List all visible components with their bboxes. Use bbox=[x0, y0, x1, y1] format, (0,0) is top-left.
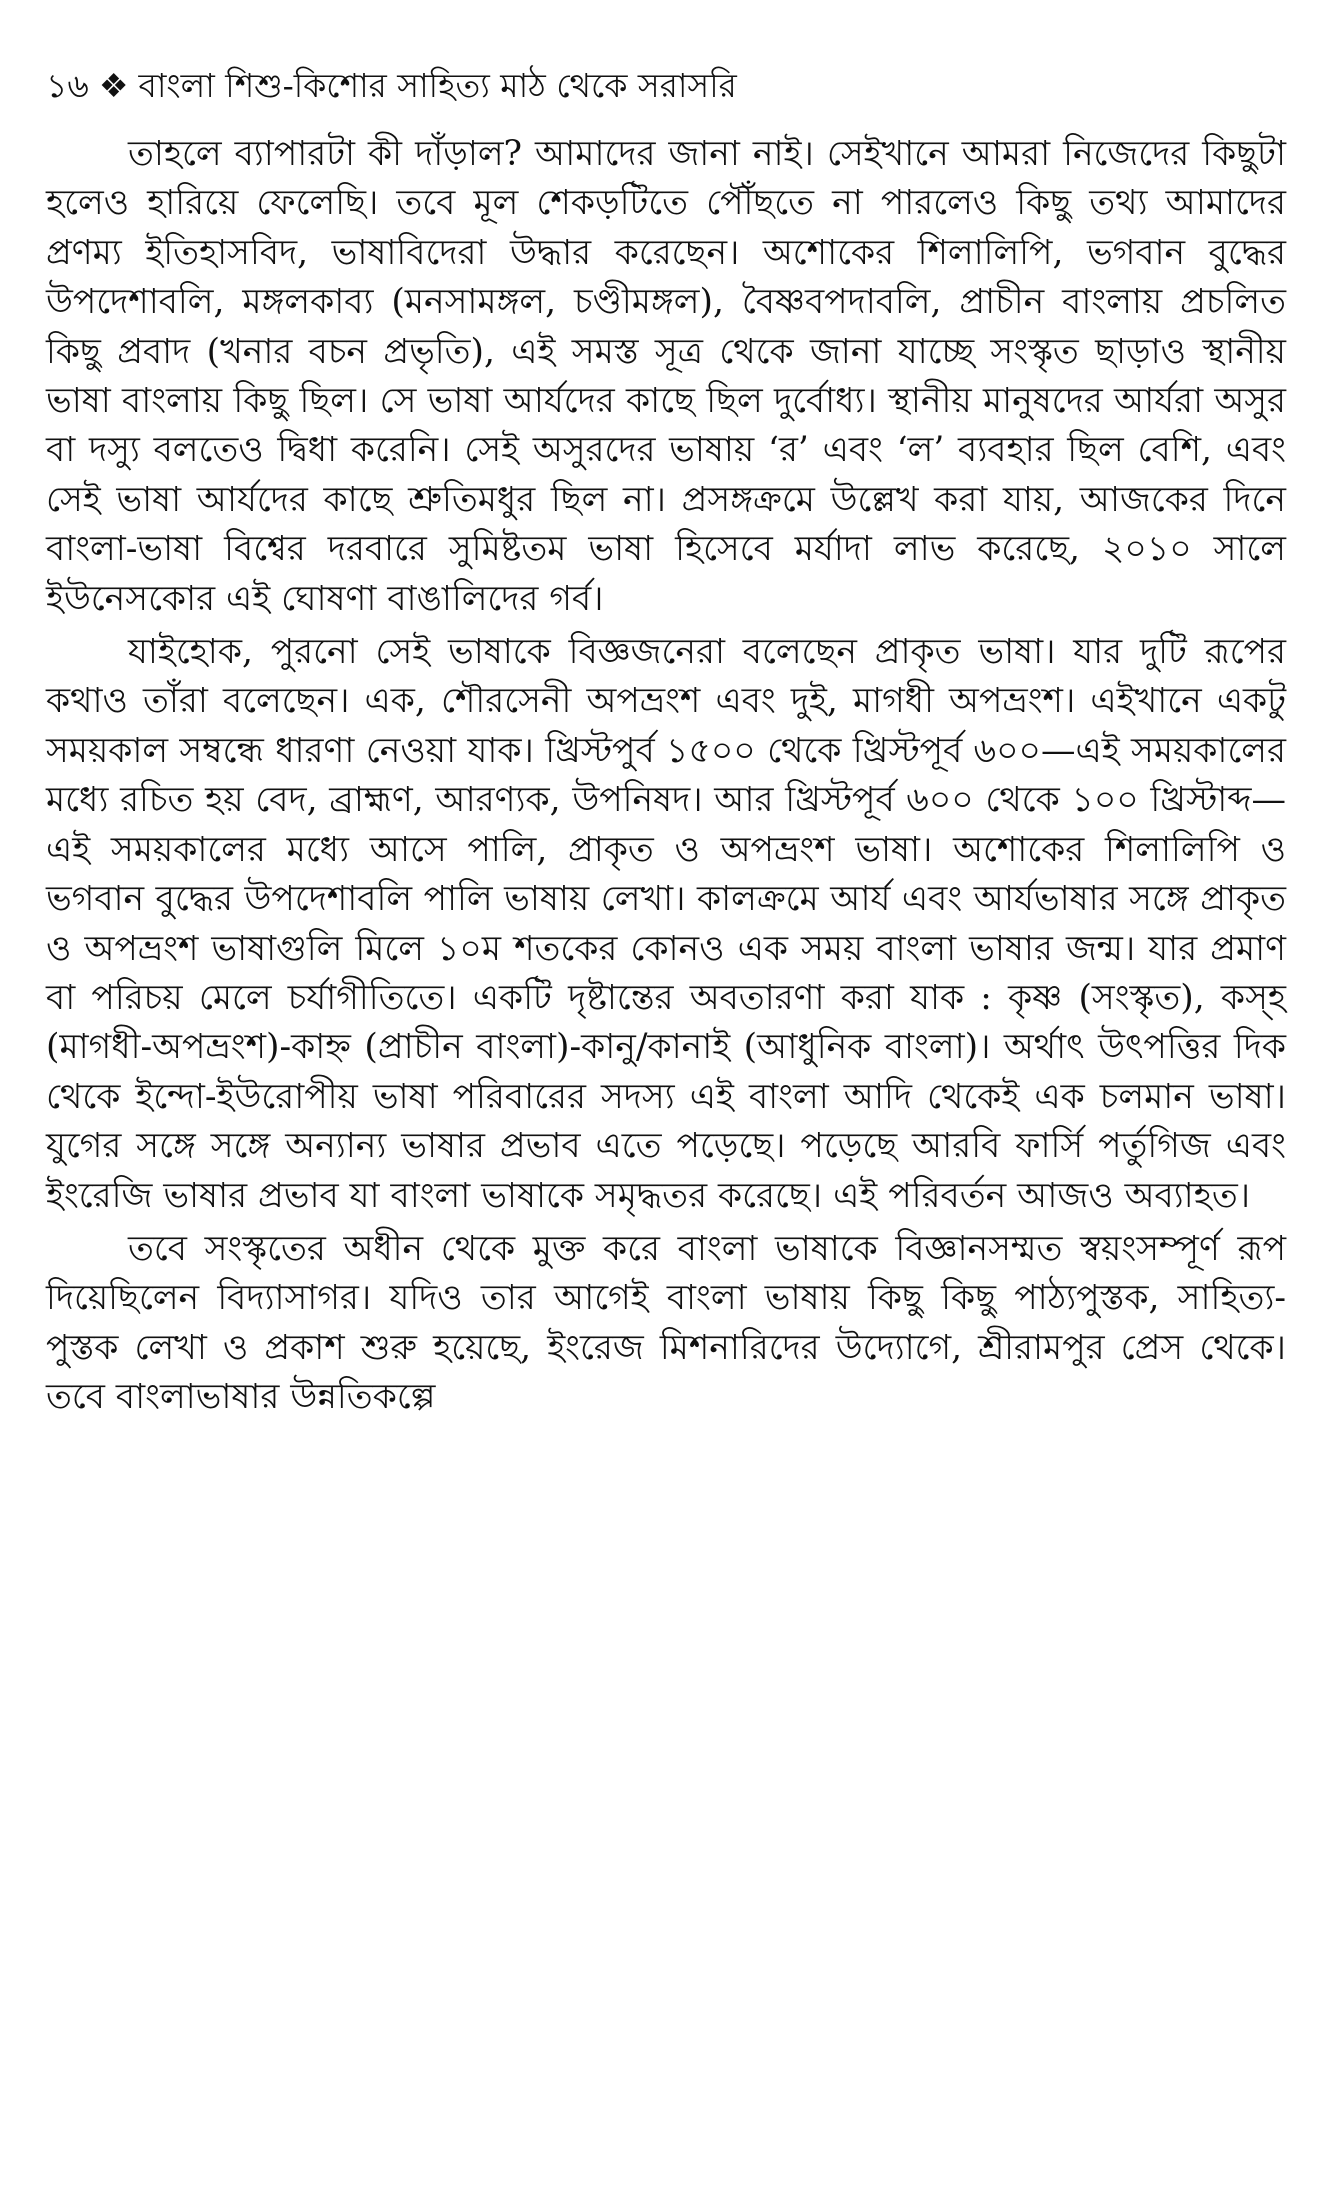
book-title: বাংলা শিশু-কিশোর সাহিত্য মাঠ থেকে সরাসরি bbox=[138, 66, 737, 105]
separator-ornament: ❖ bbox=[98, 66, 129, 105]
paragraph-1: তাহলে ব্যাপারটা কী দাঁড়াল? আমাদের জানা নাই। সেইখানে আমরা নিজেদের কিছুটা হলেও হারিয়ে ফেলেছি। তবে মূল শেকড়টিতে পৌঁছতে না পারলেও কিছু তথ্য আমাদের প্রণম্য ইতিহাসবিদ, ভাষাবিদেরা উদ্ধার করেছেন। অশোকের শিলালিপি, ভগবান বুদ্ধের উপদেশাবলি, মঙ্গলকাব্য (মনসামঙ্গল, চণ্ডীমঙ্গল), বৈষ্ণবপদাবলি, প্রাচীন বাংলায় প্রচলিত কিছু প্রবাদ (খনার বচন প্রভৃতি), এই সমস্ত সূত্র থেকে জানা যাচ্ছে সংস্কৃত ছাড়াও স্থানীয় ভাষা বাংলায় কিছু ছিল। সে ভাষা আর্যদের কাছে ছিল দুর্বোধ্য। স্থানীয় মানুষদের আর্যরা অসুর বা দস্যু বলতেও দ্বিধা করেনি। সেই অসুরদের ভাষায় ‘র’ এবং ‘ল’ ব্যবহার ছিল বেশি, এবং সেই ভাষা আর্যদের কাছে শ্রুতিমধুর ছিল না। প্রসঙ্গক্রমে উল্লেখ করা যায়, আজকের দিনে বাংলা-ভাষা বিশ্বের দরবারে সুমিষ্টতম ভাষা হিসেবে মর্যাদা লাভ করেছে, ২০১০ সালে ইউনেসকোর এই ঘোষণা বাঙালিদের গর্ব। bbox=[46, 134, 1286, 619]
body-text bbox=[46, 130, 1286, 1423]
running-head bbox=[46, 64, 1286, 108]
page-number: ১৬ bbox=[46, 66, 89, 105]
paragraph-2: যাইহোক, পুরনো সেই ভাষাকে বিজ্ঞজনেরা বলেছেন প্রাকৃত ভাষা। যার দুটি রূপের কথাও তাঁরা বলেছেন। এক, শৌরসেনী অপভ্রংশ এবং দুই, মাগধী অপভ্রংশ। এইখানে একটু সময়কাল সম্বন্ধে ধারণা নেওয়া যাক। খ্রিস্টপুর্ব ১৫০০ থেকে খ্রিস্টপূর্ব ৬০০—এই সময়কালের মধ্যে রচিত হয় বেদ, ব্রাহ্মণ, আরণ্যক, উপনিষদ। আর খ্রিস্টপূর্ব ৬০০ থেকে ১০০ খ্রিস্টাব্দ—এই সময়কালের মধ্যে আসে পালি, প্রাকৃত ও অপভ্রংশ ভাষা। অশোকের শিলালিপি ও ভগবান বুদ্ধের উপদেশাবলি পালি ভাষায় লেখা। কালক্রমে আর্য এবং আর্যভাষার সঙ্গে প্রাকৃত ও অপভ্রংশ ভাষাগুলি মিলে ১০ম শতকের কোনও এক সময় বাংলা ভাষার জন্ম। যার প্রমাণ বা পরিচয় মেলে চর্যাগীতিতে। একটি দৃষ্টান্তের অবতারণা করা যাক : কৃষ্ণ (সংস্কৃত), কস্‌হ (মাগধী-অপভ্রংশ)-কাহ্ন (প্রাচীন বাংলা)-কানু/কানাই (আধুনিক বাংলা)। অর্থাৎ উৎপত্তির দিক থেকে ইন্দো-ইউরোপীয় ভাষা পরিবারের সদস্য এই বাংলা আদি থেকেই এক চলমান ভাষা। যুগের সঙ্গে সঙ্গে অন্যান্য ভাষার প্রভাব এতে পড়েছে। পড়েছে আরবি ফার্সি পর্তুগিজ এবং ইংরেজি ভাষার প্রভাব যা বাংলা ভাষাকে সমৃদ্ধতর করেছে। এই পরিবর্তন আজও অব্যাহত। bbox=[46, 632, 1286, 1216]
paragraph-3: তবে সংস্কৃতের অধীন থেকে মুক্ত করে বাংলা ভাষাকে বিজ্ঞানসম্মত স্বয়ংসম্পূর্ণ রূপ দিয়েছিলেন বিদ্যাসাগর। যদিও তার আগেই বাংলা ভাষায় কিছু কিছু পাঠ্যপুস্তক, সাহিত্য-পুস্তক লেখা ও প্রকাশ শুরু হয়েছে, ইংরেজ মিশনারিদের উদ্যোগে, শ্রীরামপুর প্রেস থেকে। তবে বাংলাভাষার উন্নতিকল্পে bbox=[46, 1228, 1286, 1418]
